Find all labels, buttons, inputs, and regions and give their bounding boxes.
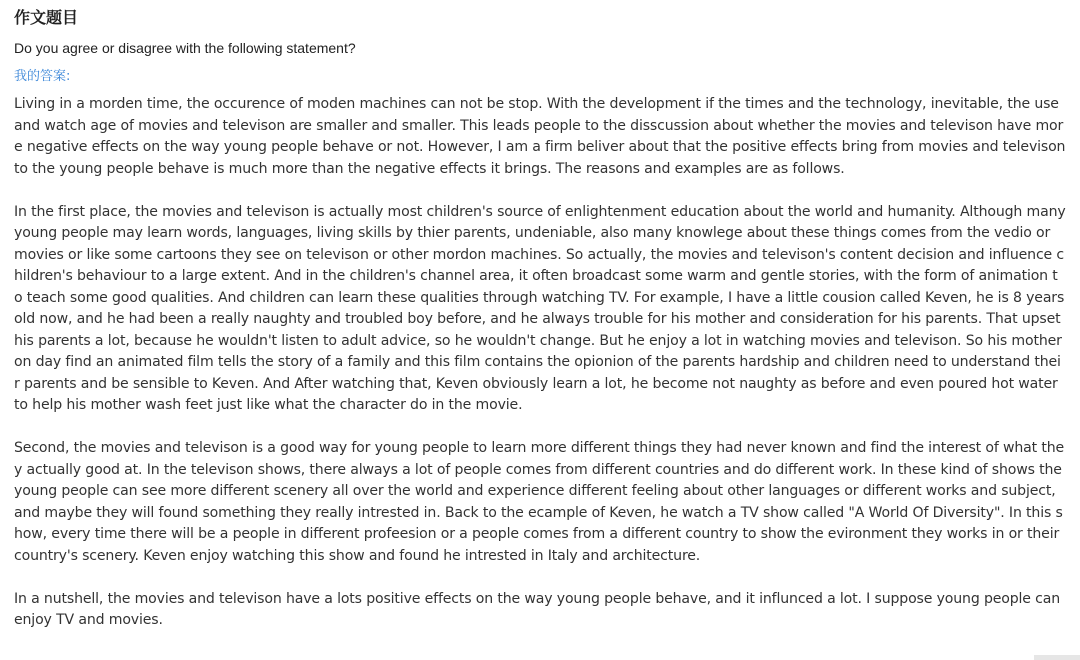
essay-body xyxy=(14,94,1066,632)
scrollbar-thumb[interactable] xyxy=(1034,655,1080,660)
my-answer-label: 我的答案: xyxy=(14,69,71,84)
essay-paragraph-4: In a nutshell, the movies and televison have a lots positive effects on the way young people behave, and it influnced a lot. I suppose young people can enjoy TV and movies. xyxy=(14,590,1061,628)
essay-paragraph-2: In the first place, the movies and televison is actually most children's source of enlightenment education about the world and humanity. Although many young people may learn words, languages, living skills by thier parents, undeniable, also many knowlege about these things comes from the vedio or movies or like some cartoons they see on televison or other mordon machines. So actually, the movies and televison's content decision and influence children's behaviour to a large extent. And in the children's channel area, it often broadcast some warm and gentle stories, with the form of animation to teach some good qualities. And children can learn these qualities through watching TV. For example, I have a little cousion called Keven, he is 8 years old now, and he had been a really naughty and troubled boy before, and he always trouble for his mother and consideration for his parents. That upset his parents a lot, because he wouldn't listen to adult advice, so he wouldn't change. But he enjoy a lot in watching movies and televison. So his mother on day find an animated film tells the story of a family and this film contains the opionion of the parents hardship and children need to understand their parents and be sensible to Keven. And After watching that, Keven obviously learn a lot, he become not naughty as before and even poured hot water to help his mother wash feet just like what the character do in the movie. xyxy=(14,203,1066,413)
essay-paragraph-3: Second, the movies and televison is a good way for young people to learn more different things they had never known and find the interest of what they actually good at. In the televison shows, there always a lot of people comes from different countries and do different work. In these kind of shows the young people can see more different scenery all over the world and experience different feeling about other languages or different works and subject, and maybe they will found something they really intrested in. Back to the ecample of Keven, he watch a TV show called "A World Of Diversity". In this show, every time there will be a people in different profeesion or a people comes from a different country to show the evironment they works in or their country's scenery. Keven enjoy watching this show and found he intrested in Italy and architecture. xyxy=(14,440,1065,564)
essay-page xyxy=(14,6,1066,653)
essay-prompt: Do you agree or disagree with the following statement? xyxy=(14,40,356,56)
essay-paragraph-1: Living in a morden time, the occurence of moden machines can not be stop. With the development if the times and the technology, inevitable, the use and watch age of movies and televison are smaller and smaller. This leads people to the disscussion about whether the movies and televison have more negative effects on the way young people behave or not. However, I am a firm beliver about that the positive effects bring from movies and televison to the young people behave is much more than the negative effects it brings. The reasons and examples are as follows. xyxy=(14,96,1066,177)
essay-title: 作文题目 xyxy=(14,8,79,27)
